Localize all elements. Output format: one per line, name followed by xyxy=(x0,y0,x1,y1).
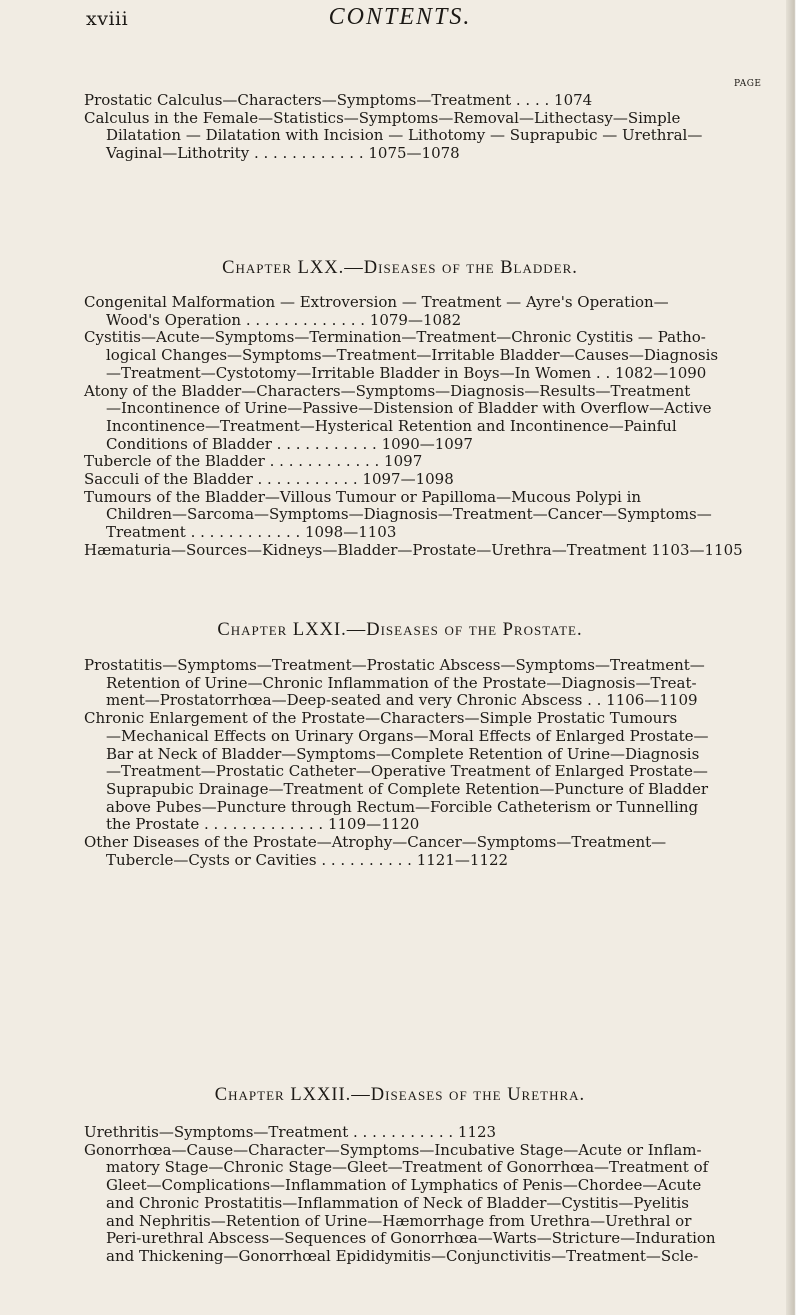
toc-line: —Incontinence of Urine—Passive—Distension of Bladder with Overflow—Active xyxy=(106,399,712,418)
toc-line: Atony of the Bladder—Characters—Symptoms—Diagnosis—Results—Treatment xyxy=(84,381,691,400)
toc-line: Gonorrhœa—Cause—Character—Symptoms—Incubative Stage—Acute or Inflam- xyxy=(84,1140,702,1159)
toc-line: Vaginal—Lithotrity . . . . . . . . . . . . 1075—1078 xyxy=(106,144,460,163)
toc-line: Hæmaturia—Sources—Kidneys—Bladder—Prostate—Urethra—Treatment 1103—1105 xyxy=(84,540,743,559)
chapter-heading: Chapter LXXII.—Diseases of the Urethra. xyxy=(214,1085,586,1105)
toc-line: and Nephritis—Retention of Urine—Hæmorrhage from Urethra—Urethral or xyxy=(106,1211,692,1230)
toc-line: Conditions of Bladder . . . . . . . . . . . 1090—1097 xyxy=(106,434,473,453)
toc-line: Suprapubic Drainage—Treatment of Complete Retention—Puncture of Bladder xyxy=(106,779,709,798)
toc-line: ment—Prostatorrhœa—Deep-seated and very Chronic Abscess . . 1106—1109 xyxy=(106,691,698,710)
toc-line: Dilatation — Dilatation with Incision — Lithotomy — Suprapubic — Urethral— xyxy=(106,126,703,145)
toc-line: Wood's Operation . . . . . . . . . . . . . 1079—1082 xyxy=(106,310,462,329)
chapter-entries xyxy=(84,294,744,560)
toc-line: Sacculi of the Bladder . . . . . . . . . . . 1097—1098 xyxy=(84,470,454,489)
toc-line: Tumours of the Bladder—Villous Tumour or Papilloma—Mucous Polypi in xyxy=(84,487,642,506)
running-title: CONTENTS. xyxy=(328,4,472,30)
toc-line: Tubercle—Cysts or Cavities . . . . . . . . . . 1121—1122 xyxy=(106,850,509,869)
toc-line: the Prostate . . . . . . . . . . . . . 1109—1120 xyxy=(106,815,420,834)
page-column-label: PAGE xyxy=(734,79,762,89)
toc-line: Bar at Neck of Bladder—Symptoms—Complete Retention of Urine—Diagnosis xyxy=(106,744,700,763)
toc-line: Tubercle of the Bladder . . . . . . . . . . . . 1097 xyxy=(84,452,423,471)
toc-line: and Chronic Prostatitis—Inflammation of Neck of Bladder—Cystitis—Pyelitis xyxy=(106,1193,689,1212)
toc-line: Prostatic Calculus—Characters—Symptoms—Treatment . . . . 1074 xyxy=(84,91,593,109)
toc-line: and Thickening—Gonorrhœal Epididymitis—Conjunctivitis—Treatment—Scle- xyxy=(106,1246,699,1265)
toc-line: Children—Sarcoma—Symptoms—Diagnosis—Treatment—Cancer—Symptoms— xyxy=(106,505,712,524)
toc-line: —Treatment—Cystotomy—Irritable Bladder in Boys—In Women . . 1082—1090 xyxy=(106,363,707,382)
toc-line: Retention of Urine—Chronic Inflammation of the Prostate—Diagnosis—Treat- xyxy=(106,673,697,692)
page-number: xviii xyxy=(86,8,129,30)
toc-line: Congenital Malformation — Extroversion — Treatment — Ayre's Operation— xyxy=(84,293,669,311)
toc-line: Urethritis—Symptoms—Treatment . . . . . . . . . . . 1123 xyxy=(84,1123,497,1141)
chapter-entries xyxy=(84,657,744,869)
toc-line: Peri-urethral Abscess—Sequences of Gonorrhœa—Warts—Stricture—Induration xyxy=(106,1229,716,1248)
toc-line: Prostatitis—Symptoms—Treatment—Prostatic Abscess—Symptoms—Treatment— xyxy=(84,656,705,674)
toc-line: Chronic Enlargement of the Prostate—Characters—Simple Prostatic Tumours xyxy=(84,709,678,728)
toc-line: matory Stage—Chronic Stage—Gleet—Treatment of Gonorrhœa—Treatment of xyxy=(106,1158,709,1177)
toc-line: Cystitis—Acute—Symptoms—Termination—Treatment—Chronic Cystitis — Patho- xyxy=(84,328,706,347)
toc-line: Gleet—Complications—Inflammation of Lymphatics of Penis—Chordee—Acute xyxy=(106,1176,702,1195)
toc-line: Calculus in the Female—Statistics—Symptoms—Removal—Lithectasy—Simple xyxy=(84,108,681,127)
top-section xyxy=(84,92,744,163)
toc-line: Treatment . . . . . . . . . . . . 1098—1103 xyxy=(106,523,397,542)
toc-line: above Pubes—Puncture through Rectum—Forcible Catheterism or Tunnelling xyxy=(106,797,699,816)
toc-line: —Treatment—Prostatic Catheter—Operative Treatment of Enlarged Prostate— xyxy=(106,762,708,781)
chapter-heading: Chapter LXXI.—Diseases of the Prostate. xyxy=(217,620,583,640)
page-edge xyxy=(786,0,800,1315)
toc-line: logical Changes—Symptoms—Treatment—Irritable Bladder—Causes—Diagnosis xyxy=(106,346,719,365)
toc-line: Incontinence—Treatment—Hysterical Retention and Incontinence—Painful xyxy=(106,416,677,435)
chapter-heading: Chapter LXX.—Diseases of the Bladder. xyxy=(222,258,578,278)
toc-line: Other Diseases of the Prostate—Atrophy—Cancer—Symptoms—Treatment— xyxy=(84,833,667,852)
toc-line: —Mechanical Effects on Urinary Organs—Moral Effects of Enlarged Prostate— xyxy=(106,726,709,745)
chapter-entries xyxy=(84,1124,744,1266)
